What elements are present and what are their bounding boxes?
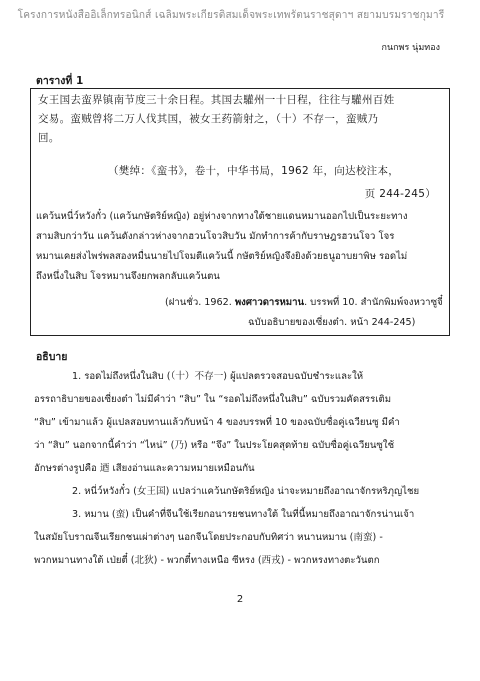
table-heading: ตารางที่ 1 (36, 75, 84, 87)
page-number: 2 (236, 594, 244, 605)
th-line: ถึงหนึ่งในสิบ โจรหมานจึงยกพลกลับแคว้นตน (36, 271, 220, 282)
explanation-heading: อธิบาย (36, 351, 68, 363)
body-line: ในสมัยโบราณจีนเรียกชนเผ่าต่างๆ นอกจีนโดยประกอบกับทิศว่า หนานหมาน (南蛮) - (34, 532, 383, 543)
th-line: แคว้นหนี่ว์หวังกั๋ว (แคว้นกษัตริย์หญิง) อยู่ห่างจากทางใต้ชายแดนหมานออกไปเป็นระยะทาง (36, 211, 408, 222)
citation-suffix: . บรรพที่ 10. สำนักพิมพ์จงหวาซูจี๋ (304, 297, 443, 308)
th-line: หมานเคยส่งไพร่พลสองหมื่นนายไปโจมตีแคว้นนี้ กษัตริย์หญิงจึงยิงด้วยธนูอาบยาพิษ รอดไม่ (36, 251, 408, 262)
th-citation-line-2: ฉบับอธิบายของเซี่ยงต๋า. หน้า 244-245) (248, 317, 416, 328)
citation-book-title: พงศาวดารหมาน (234, 297, 305, 308)
cn-citation: （樊绰：《蛮书》，卷十，中华书局，1962 年，向达校注本， (108, 165, 400, 177)
body-line: อักษรต่างรูปคือ 迺 เสียงอ่านและความหมายเหมือนกัน (34, 463, 255, 474)
page-header: โครงการหนังสืออิเล็กทรอนิกส์ เฉลิมพระเกียรติสมเด็จพระเทพรัตนราชสุดาฯ สยามบรมราชกุมารี (17, 9, 445, 21)
cn-line: 女王国去蛮界镇南节度三十余日程。其国去驩州一十日程，往往与驩州百姓 (38, 94, 395, 106)
citation-prefix: (ฝานชั่ว. 1962. (165, 297, 235, 308)
body-line: “สิบ” เข้ามาแล้ว ผู้แปลสอบทานแล้วกับหน้า 4 ของบรรพที่ 10 ของฉบับซื่อคู่เฉวียนซู มีคำ (34, 417, 400, 428)
cn-line: 回。 (38, 132, 60, 144)
body-line: 2. หนี่ว์หวังกั๋ว (女王国) แปลว่าแคว้นกษัตริย์หญิง น่าจะหมายถึงอาณาจักรหริภุญไชย (72, 486, 420, 497)
body-line: 1. รอดไม่ถึงหนึ่งในสิบ (（十）不存一) ผู้แปลตรวจสอบฉบับชำระและให้ (72, 371, 364, 382)
author-name: กนกพร นุ่มทอง (381, 43, 440, 53)
body-line: ว่า “สิบ” นอกจากนี้คำว่า “ไหน่” (乃) หรือ “จึง” ในประโยคสุดท้าย ฉบับซื่อคู่เฉวียนซูใช้ (34, 440, 395, 451)
body-line: อรรถาธิบายของเซี่ยงต๋า ไม่มีคำว่า “สิบ” ใน “รอดไม่ถึงหนึ่งในสิบ” ฉบับรวมคัดสรรเติม (34, 394, 392, 405)
th-line: สามสิบกว่าวัน แคว้นดังกล่าวห่างจากฮวนโจวสิบวัน มักทำการค้ากับราษฎรฮวนโจว โจร (36, 231, 395, 242)
body-line: พวกหมานทางใต้ เป่ยตี๋ (北狄) - พวกตี๋ทางเหนือ ซีหรง (西戎) - พวกหรงทางตะวันตก (34, 555, 380, 566)
body-line: 3. หมาน (蛮) เป็นคำที่จีนใช้เรียกอนารยชนทางใต้ ในที่นี้หมายถึงอาณาจักรน่านเจ้า (72, 509, 415, 520)
th-citation (165, 296, 443, 309)
cn-line: 交易。蛮贼曾将二万人伐其国，被女王药箭射之，（十）不存一，蛮贼乃 (38, 113, 379, 125)
cn-citation-page: 页 244-245） (364, 188, 436, 200)
